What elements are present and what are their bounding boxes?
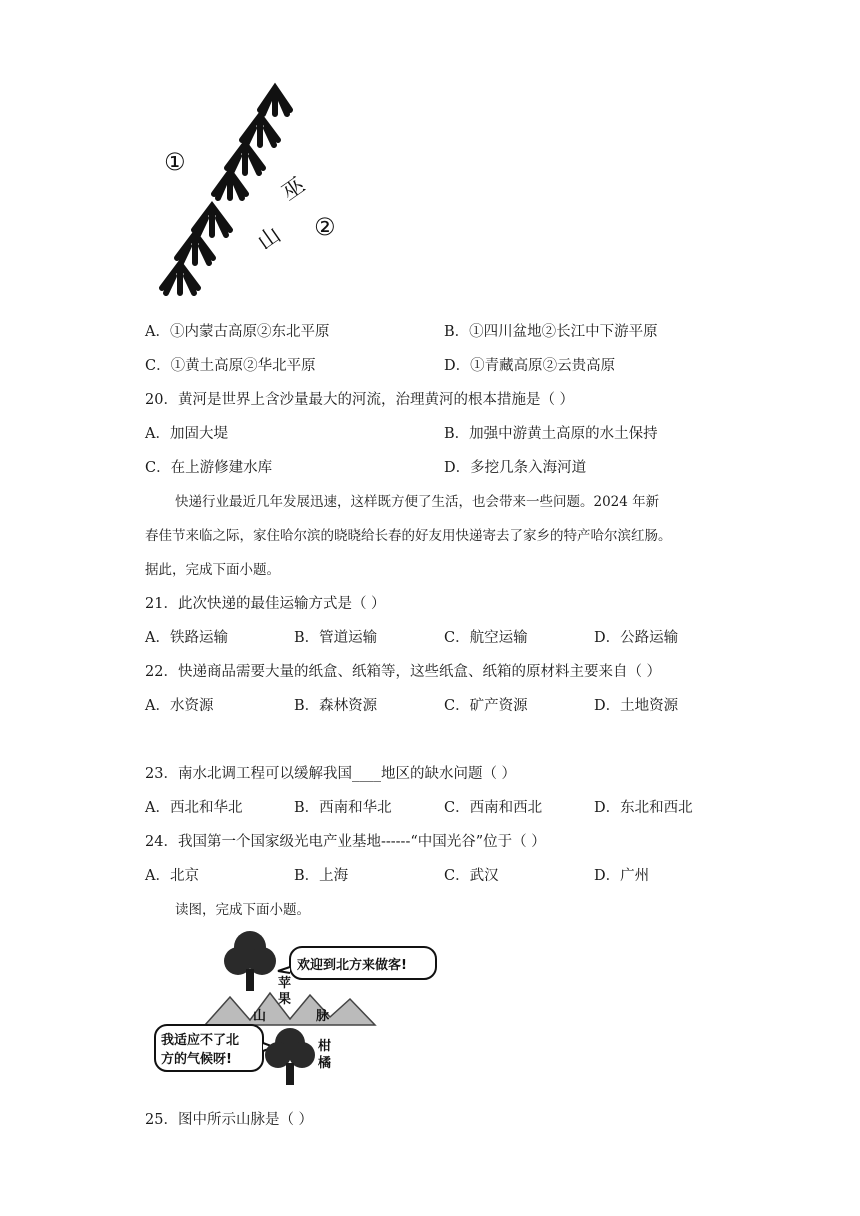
label-2: ② [314, 213, 336, 241]
q21-option-b[interactable]: B．管道运输 [294, 630, 378, 646]
q23-option-d[interactable]: D．东北和西北 [594, 800, 693, 816]
passage-line-2: 春佳节来临之际，家住哈尔滨的晓晓给长春的好友用快递寄去了家乡的特产哈尔滨红肠。 [145, 528, 672, 544]
q21-stem: 21．此次快递的最佳运输方式是（ ） [145, 596, 386, 612]
read-figure-instruction: 读图，完成下面小题。 [175, 902, 310, 918]
q20-option-a[interactable]: A．加固大堤 [145, 426, 228, 442]
apple-label-2: 果 [278, 992, 292, 1007]
q22-option-d[interactable]: D．土地资源 [594, 698, 679, 714]
q23-stem: 23．南水北调工程可以缓解我国____地区的缺水问题（ ） [145, 766, 517, 782]
q22-option-a[interactable]: A．水资源 [145, 698, 214, 714]
orange-label-2: 橘 [318, 1056, 332, 1071]
q24-option-d[interactable]: D．广州 [594, 868, 650, 884]
passage-line-3: 据此，完成下面小题。 [145, 562, 280, 578]
q21-option-c[interactable]: C．航空运输 [444, 630, 528, 646]
q24-option-a[interactable]: A．北京 [145, 868, 199, 884]
q22-option-c[interactable]: C．矿产资源 [444, 698, 528, 714]
q23-option-b[interactable]: B．西南和华北 [294, 800, 392, 816]
q20-option-b[interactable]: B．加强中游黄土高原的水土保持 [444, 426, 658, 442]
q20-option-d[interactable]: D．多挖几条入海河道 [444, 460, 587, 476]
q20-stem: 20．黄河是世界上含沙量最大的河流，治理黄河的根本措施是（ ） [145, 392, 575, 408]
q20-option-c[interactable]: C．在上游修建水库 [145, 460, 273, 476]
mountain-char-shan: 山 [253, 222, 286, 256]
complaint-bubble [155, 1025, 274, 1071]
mountain-label-1: 山 [253, 1009, 267, 1024]
q24-option-c[interactable]: C．武汉 [444, 868, 499, 884]
label-1: ① [164, 148, 186, 176]
welcome-bubble-text: 欢迎到北方来做客! [297, 958, 407, 973]
q23-option-c[interactable]: C．西南和西北 [444, 800, 543, 816]
mountain-char-wu: 巫 [277, 172, 310, 207]
q22-option-b[interactable]: B．森林资源 [294, 698, 378, 714]
apple-label-1: 苹 [278, 976, 292, 991]
complaint-bubble-line-1: 我适应不了北 [161, 1033, 240, 1048]
passage-line-1: 快递行业最近几年发展迅速，这样既方便了生活，也会带来一些问题。2024 年新 [175, 494, 660, 510]
q19-option-d[interactable]: D．①青藏高原②云贵高原 [444, 358, 616, 374]
apple-orange-figure [150, 925, 450, 1095]
welcome-bubble [278, 947, 436, 979]
apple-tree-icon [224, 931, 276, 991]
orange-label-1: 柑 [318, 1039, 332, 1054]
q19-option-c[interactable]: C．①黄土高原②华北平原 [145, 358, 316, 374]
q19-option-a[interactable]: A．①内蒙古高原②东北平原 [145, 324, 330, 340]
q19-option-b[interactable]: B．①四川盆地②长江中下游平原 [444, 324, 658, 340]
q24-stem: 24．我国第一个国家级光电产业基地------“中国光谷”位于（ ） [145, 834, 546, 850]
orange-tree-icon [265, 1028, 315, 1085]
mountain-label-2: 脉 [316, 1009, 330, 1024]
q24-option-b[interactable]: B．上海 [294, 868, 349, 884]
wushan-map-figure [150, 70, 350, 310]
q23-option-a[interactable]: A．西北和华北 [145, 800, 243, 816]
q25-stem: 25．图中所示山脉是（ ） [145, 1112, 314, 1128]
mountain-range [162, 88, 290, 293]
q21-option-a[interactable]: A．铁路运输 [145, 630, 228, 646]
q21-option-d[interactable]: D．公路运输 [594, 630, 679, 646]
q22-stem: 22．快递商品需要大量的纸盒、纸箱等，这些纸盒、纸箱的原材料主要来自（ ） [145, 664, 662, 680]
complaint-bubble-line-2: 方的气候呀! [161, 1052, 232, 1067]
